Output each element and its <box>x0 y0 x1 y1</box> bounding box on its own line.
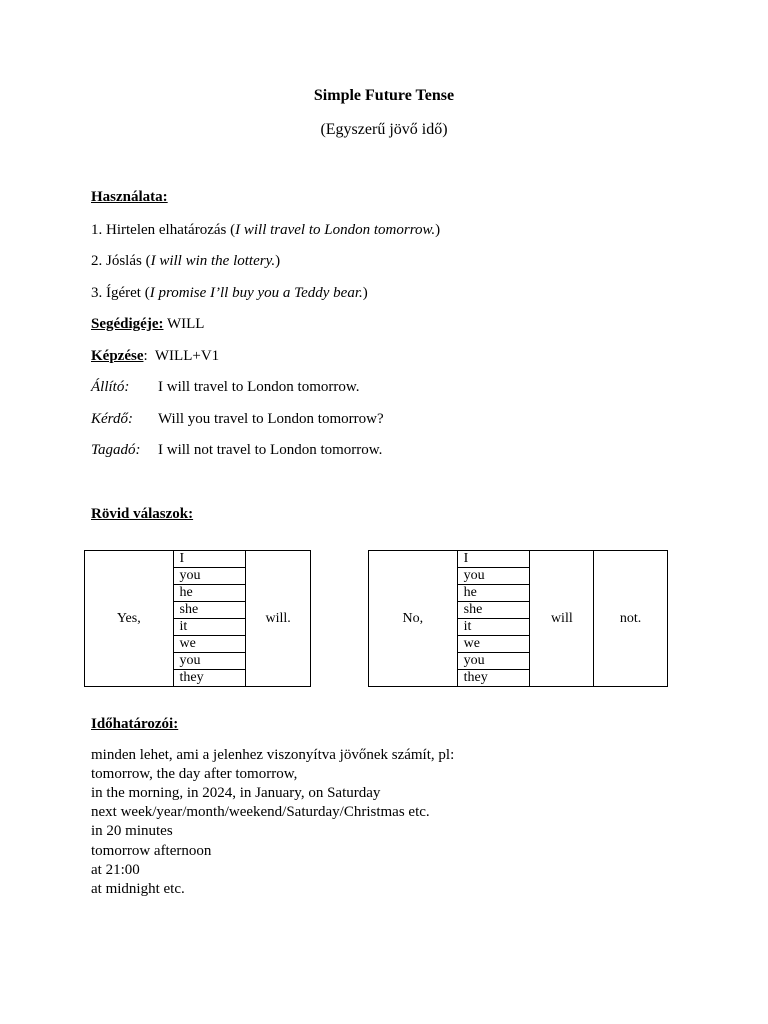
form-sentence: I will not travel to London tomorrow. <box>158 442 383 458</box>
usage-item-suffix: ) <box>275 253 281 269</box>
yes-cell: Yes, <box>85 551 174 687</box>
pronoun-cell: you <box>457 568 530 585</box>
no-cell: No, <box>369 551 458 687</box>
pronoun-cell: we <box>173 636 246 653</box>
usage-item-prefix: 1. Hirtelen elhatározás ( <box>91 222 236 238</box>
time-expression-line: next week/year/month/weekend/Saturday/Christmas etc. <box>91 804 430 820</box>
usage-item-example: I will travel to London tomorrow. <box>235 222 436 238</box>
time-expression-line: in the morning, in 2024, in January, on Saturday <box>91 785 381 801</box>
time-expression-line: minden lehet, ami a jelenhez viszonyítva jövőnek számít, pl: <box>91 747 455 763</box>
formation-value: WILL+V1 <box>154 348 220 364</box>
will-cell: will <box>530 551 594 687</box>
formation-label: Képzése <box>91 348 144 364</box>
form-label: Kérdő: <box>91 411 133 427</box>
short-answer-yes-table <box>84 550 311 687</box>
time-expression-line: at 21:00 <box>91 862 140 878</box>
pronoun-cell: we <box>457 636 530 653</box>
pronoun-cell: he <box>457 585 530 602</box>
pronoun-cell: you <box>173 653 246 670</box>
usage-heading: Használata: <box>91 189 168 205</box>
page-title: Simple Future Tense <box>313 87 455 104</box>
usage-item-example: I promise I’ll buy you a Teddy bear. <box>149 285 363 301</box>
form-negative <box>91 442 382 459</box>
usage-item-suffix: ) <box>435 222 441 238</box>
auxiliary-value: WILL <box>166 316 205 332</box>
pronoun-cell: you <box>173 568 246 585</box>
usage-item-example: I will win the lottery. <box>150 253 276 269</box>
usage-item-prefix: 2. Jóslás ( <box>91 253 151 269</box>
auxiliary-line <box>91 316 204 333</box>
form-label: Állító: <box>91 379 130 395</box>
time-expressions-heading: Időhatározói: <box>91 716 179 732</box>
pronoun-cell: I <box>457 551 530 568</box>
usage-item-prefix: 3. Ígéret ( <box>91 285 150 301</box>
pronoun-cell: I <box>173 551 246 568</box>
pronoun-cell: it <box>457 619 530 636</box>
form-sentence: I will travel to London tomorrow. <box>158 379 360 395</box>
short-answers-heading: Rövid válaszok: <box>91 506 194 522</box>
form-sentence: Will you travel to London tomorrow? <box>158 411 384 427</box>
not-cell: not. <box>594 551 668 687</box>
formation-colon: : <box>143 348 148 364</box>
usage-item-3 <box>91 285 368 302</box>
time-expression-line: tomorrow afternoon <box>91 843 212 859</box>
will-cell: will. <box>246 551 311 687</box>
usage-item-1 <box>91 222 440 239</box>
usage-item-2 <box>91 253 280 270</box>
auxiliary-label: Segédigéje: <box>91 316 164 332</box>
time-expression-line: in 20 minutes <box>91 823 173 839</box>
pronoun-cell: they <box>173 670 246 687</box>
short-answer-no-table <box>368 550 668 687</box>
pronoun-cell: she <box>457 602 530 619</box>
time-expression-line: tomorrow, the day after tomorrow, <box>91 766 298 782</box>
form-affirmative <box>91 379 360 396</box>
usage-item-suffix: ) <box>362 285 368 301</box>
pronoun-cell: they <box>457 670 530 687</box>
pronoun-cell: she <box>173 602 246 619</box>
pronoun-cell: it <box>173 619 246 636</box>
form-question <box>91 411 384 428</box>
time-expression-line: at midnight etc. <box>91 881 185 897</box>
formation-line <box>91 348 219 365</box>
form-label: Tagadó: <box>91 442 141 458</box>
page-subtitle: (Egyszerű jövő idő) <box>320 121 448 138</box>
pronoun-cell: you <box>457 653 530 670</box>
pronoun-cell: he <box>173 585 246 602</box>
